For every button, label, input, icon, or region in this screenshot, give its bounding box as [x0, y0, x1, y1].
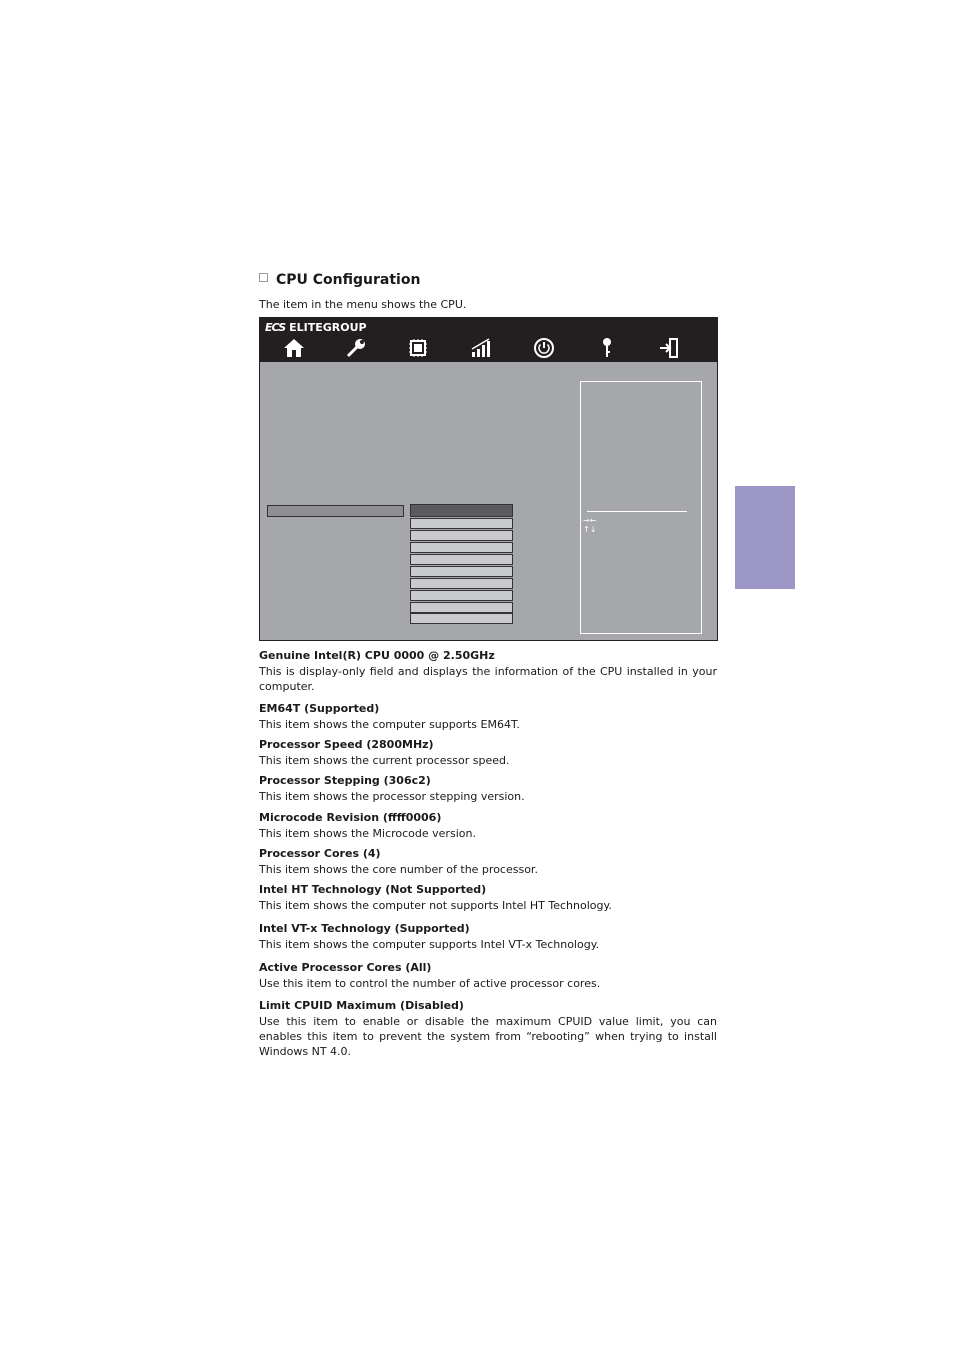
item-text: This item shows the computer not supports Intel HT Technology. — [259, 899, 612, 912]
item-title: Limit CPUID Maximum (Disabled) — [259, 999, 464, 1012]
item-text: This item shows the computer supports Intel VT-x Technology. — [259, 938, 600, 951]
item-description — [259, 737, 717, 768]
bullet-icon — [259, 273, 268, 282]
value-cell — [410, 504, 513, 517]
section-heading — [259, 272, 420, 288]
value-cell[interactable] — [410, 602, 513, 613]
performance-chart-icon[interactable] — [469, 336, 493, 360]
item-title: Processor Speed (2800MHz) — [259, 738, 434, 751]
item-description — [259, 882, 717, 913]
item-text: Use this item to enable or disable the maximum CPUID value limit, you can enables this item to prevent the system from “rebooting” when trying to install Windows NT 4.0. — [259, 1015, 717, 1058]
bios-screenshot — [259, 317, 718, 641]
value-cell — [410, 554, 513, 565]
ecs-logo: ECS — [265, 321, 286, 334]
item-text: This item shows the Microcode version. — [259, 827, 476, 840]
selected-item-bar[interactable] — [267, 505, 404, 517]
item-title: Microcode Revision (ffff0006) — [259, 811, 442, 824]
brand-logo — [265, 321, 367, 334]
value-cell — [410, 530, 513, 541]
section-title: CPU Configuration — [276, 272, 421, 288]
value-cell — [410, 518, 513, 529]
item-title: Intel HT Technology (Not Supported) — [259, 883, 487, 896]
key-hint-up-down: ↑↓ — [583, 525, 597, 534]
value-cell[interactable] — [410, 613, 513, 624]
item-description — [259, 921, 717, 952]
chip-icon[interactable] — [406, 336, 430, 360]
value-cell — [410, 566, 513, 577]
exit-icon[interactable] — [657, 336, 681, 360]
item-title: Active Processor Cores (All) — [259, 961, 432, 974]
item-title: Processor Cores (4) — [259, 847, 381, 860]
home-icon[interactable] — [282, 336, 306, 360]
bios-topbar — [260, 318, 717, 362]
value-cell — [410, 542, 513, 553]
item-description — [259, 810, 717, 841]
value-cell — [410, 590, 513, 601]
item-text: This item shows the computer supports EM64T. — [259, 718, 520, 731]
item-text: This is display-only field and displays the information of the CPU installed in your computer. — [259, 665, 717, 693]
brand-name: ELITEGROUP — [289, 321, 367, 334]
item-text: This item shows the core number of the processor. — [259, 863, 538, 876]
power-icon[interactable] — [532, 336, 556, 360]
item-title: Intel VT-x Technology (Supported) — [259, 922, 470, 935]
item-text: This item shows the processor stepping version. — [259, 790, 525, 803]
item-description — [259, 960, 717, 991]
item-description — [259, 773, 717, 804]
key-hint-left-right: →← — [583, 516, 597, 525]
help-divider — [587, 511, 687, 512]
item-description — [259, 648, 717, 694]
help-panel — [580, 381, 702, 634]
help-keys — [583, 516, 596, 534]
wrench-icon[interactable] — [344, 336, 368, 360]
item-title: Processor Stepping (306c2) — [259, 774, 431, 787]
key-icon[interactable] — [595, 336, 619, 360]
item-title: Genuine Intel(R) CPU 0000 @ 2.50GHz — [259, 649, 495, 662]
chapter-side-tab — [735, 486, 795, 589]
item-title: EM64T (Supported) — [259, 702, 380, 715]
item-description — [259, 846, 717, 877]
item-description — [259, 998, 717, 1059]
intro-text: The item in the menu shows the CPU. — [259, 298, 467, 311]
value-cell — [410, 578, 513, 589]
item-description — [259, 701, 717, 732]
item-text: Use this item to control the number of active processor cores. — [259, 977, 601, 990]
item-text: This item shows the current processor speed. — [259, 754, 510, 767]
